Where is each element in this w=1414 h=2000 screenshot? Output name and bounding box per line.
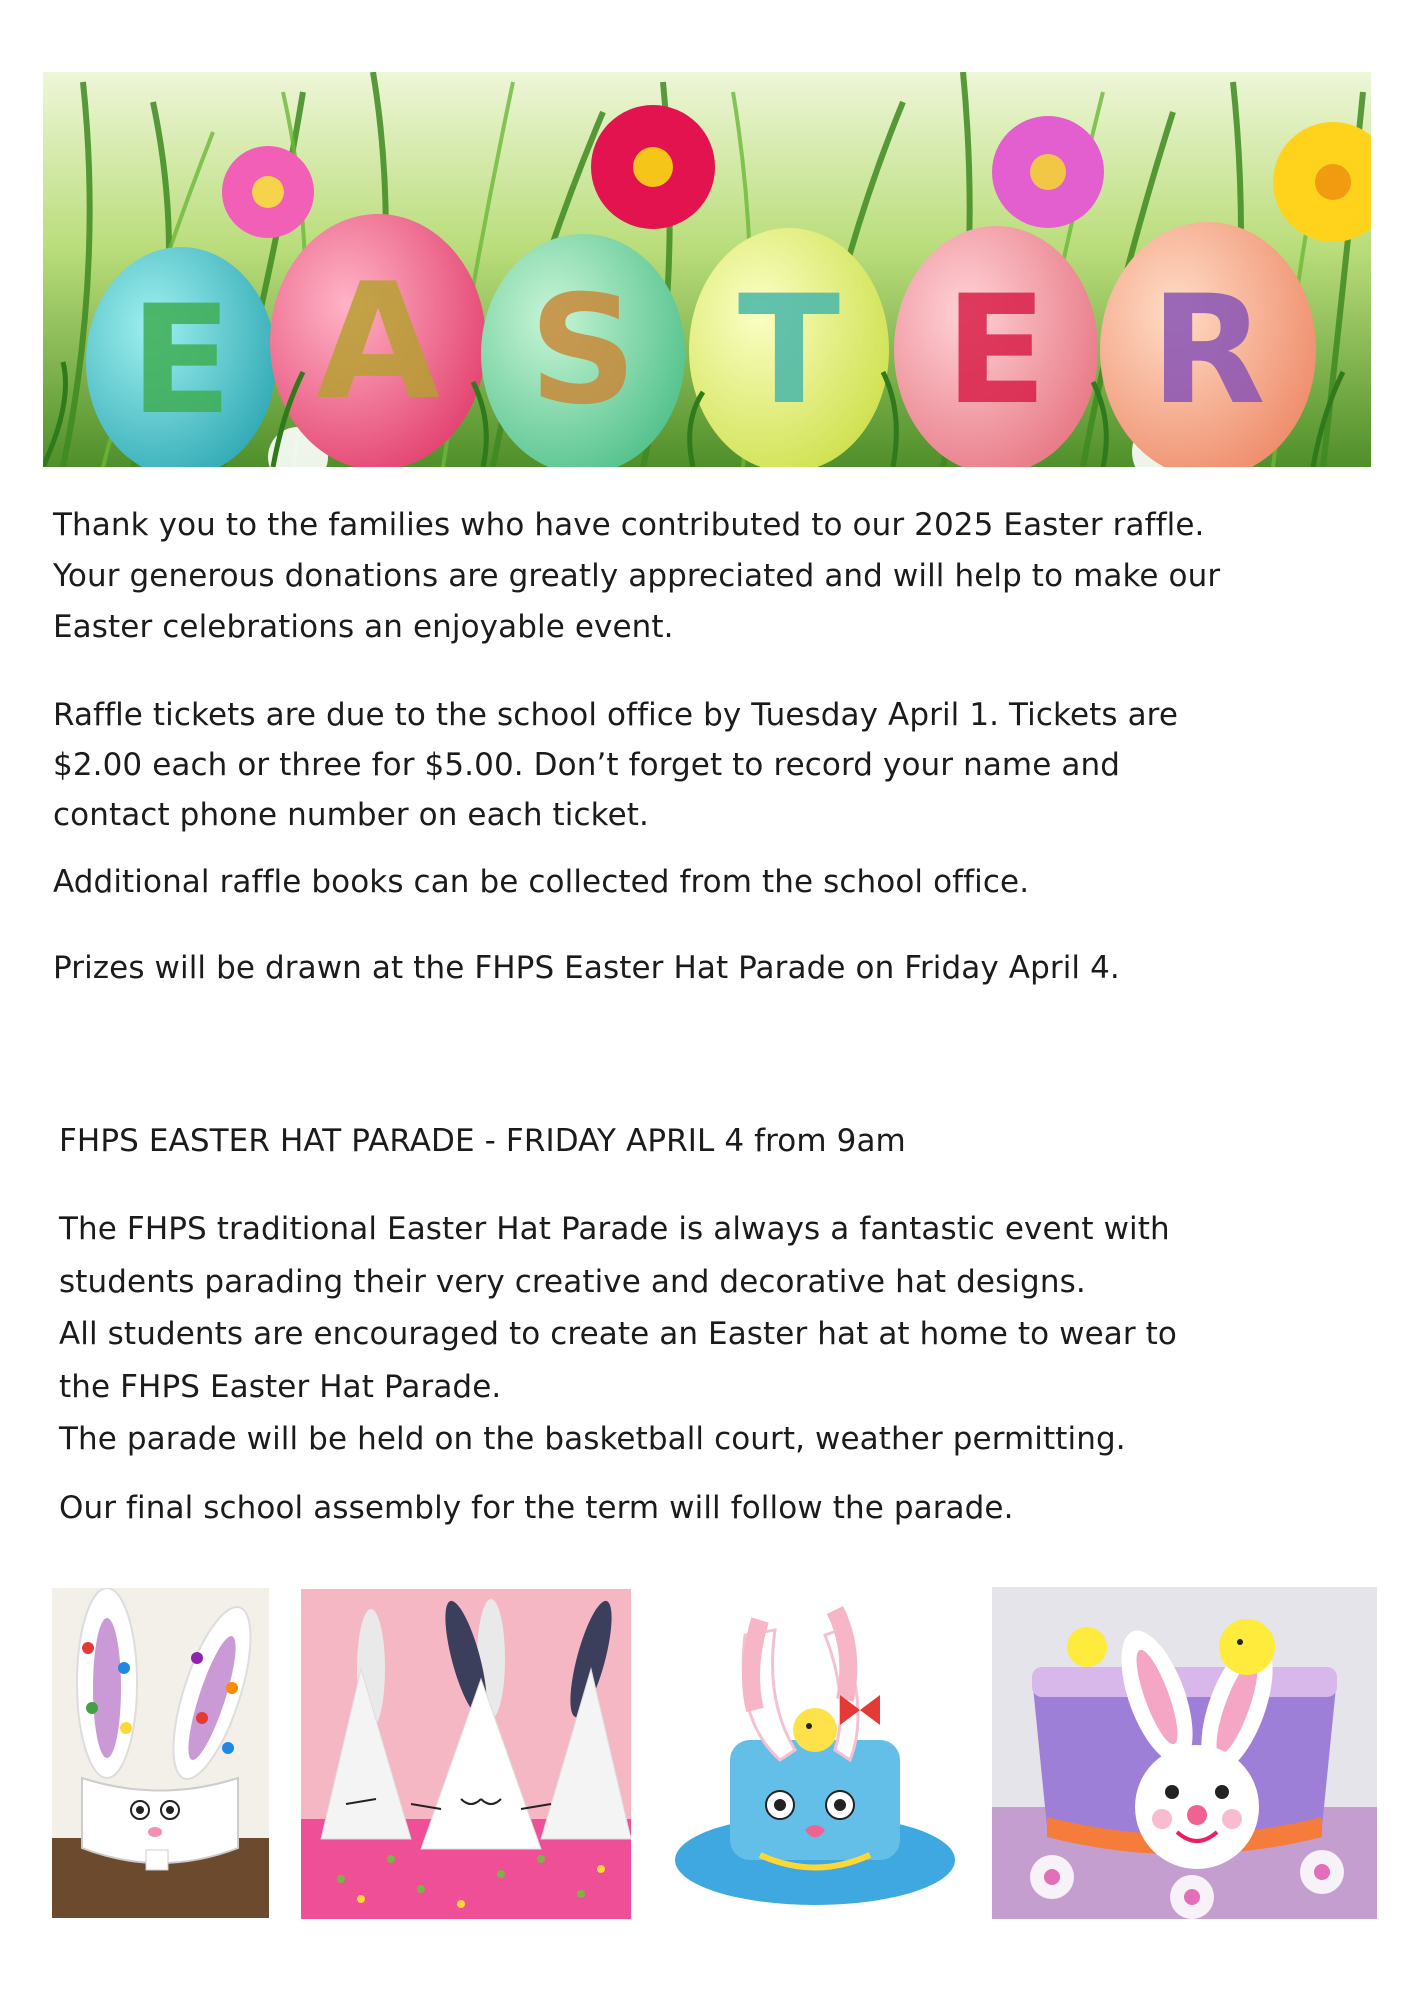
bunny-cone-hats-photo [301,1589,631,1919]
blue-bunny-hat-photo [665,1590,967,1918]
assembly-paragraph: Our final school assembly for the term will follow the parade. [59,1490,1014,1526]
text-line: The parade will be held on the basketball court, weather permitting. [59,1421,1126,1457]
text-line: the FHPS Easter Hat Parade. [59,1368,502,1405]
text-line: $2.00 each or three for $5.00. Don’t forget to record your name and [53,747,1120,783]
raffle-prizes-paragraph: Prizes will be drawn at the FHPS Easter Hat Parade on Friday April 4. [53,950,1120,986]
bunny-headband-photo [52,1588,269,1918]
raffle-books-paragraph: Additional raffle books can be collected from the school office. [53,864,1030,900]
raffle-tickets-paragraph [53,690,1178,840]
text-line: students parading their very creative and decorative hat designs. [59,1263,1086,1300]
egg-letter: E [944,264,1048,438]
raffle-thanks-paragraph [53,500,1220,653]
egg-letter: T [737,264,841,438]
text-line: Thank you to the families who have contributed to our 2025 Easter raffle. [53,507,1205,543]
text-line: contact phone number on each ticket. [53,797,649,833]
text-line: Easter celebrations an enjoyable event. [53,609,674,645]
purple-bunny-hat-photo [992,1587,1377,1919]
text-line: Your generous donations are greatly appreciated and will help to make our [53,558,1221,594]
text-line: The FHPS traditional Easter Hat Parade is always a fantastic event with [59,1211,1170,1247]
egg-letter: R [1150,264,1266,438]
parade-description-paragraph [59,1203,1177,1466]
egg-letter: E [129,274,233,448]
easter-banner [43,72,1371,467]
egg-letter: S [528,264,638,438]
text-line: All students are encouraged to create an Easter hat at home to wear to [59,1316,1177,1352]
egg-letter: A [316,248,440,435]
parade-heading: FHPS EASTER HAT PARADE - FRIDAY APRIL 4 from 9am [59,1123,906,1159]
text-line: Raffle tickets are due to the school office by Tuesday April 1. Tickets are [53,697,1179,733]
